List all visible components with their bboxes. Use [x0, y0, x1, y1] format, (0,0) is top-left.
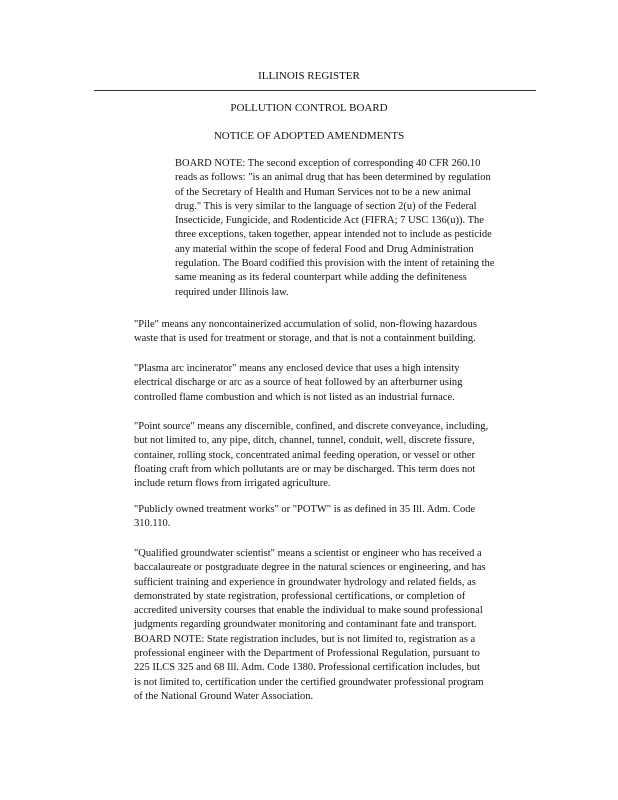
text-line: required under Illinois law. — [175, 286, 289, 298]
text-line: any material within the scope of federal Food and Drug Administration — [175, 243, 474, 255]
header-rule — [94, 90, 536, 91]
text-line: "Pile" means any noncontainerized accumulation of solid, non-flowing hazardous — [134, 319, 478, 330]
text-line: 310.110. — [134, 518, 171, 530]
definition-potw — [134, 503, 475, 532]
text-line: but not limited to, any pipe, ditch, channel, tunnel, conduit, well, discrete fissure, — [134, 435, 475, 447]
text-line: waste that is used for treatment or storage, and that is not a containment building. — [134, 333, 476, 345]
definition-pile — [134, 318, 477, 347]
text-line: demonstrated by state registration, professional certifications, or completion of — [134, 590, 466, 602]
board-title: POLLUTION CONTROL BOARD — [230, 102, 388, 114]
text-line: Insecticide, Fungicide, and Rodenticide Act (FIFRA; 7 USC 136(u)). The — [175, 215, 484, 227]
definition-plasma-arc-incinerator — [134, 362, 462, 405]
text-line: floating craft from which pollutants are or may be discharged. This term does not — [134, 463, 476, 475]
text-line: "Publicly owned treatment works" or "POTW" is as defined in 35 Ill. Adm. Code — [134, 504, 476, 515]
text-line: is not limited to, certification under the certified groundwater professional program — [134, 676, 484, 688]
text-line: accredited university courses that enable the individual to make sound professional — [134, 605, 483, 617]
text-line: judgments regarding groundwater monitoring and contaminant fate and transport. — [134, 619, 477, 631]
board-note-paragraph — [175, 157, 494, 300]
text-line: include return flows from irrigated agriculture. — [134, 478, 331, 490]
text-line: BOARD NOTE: The second exception of corresponding 40 CFR 260.10 — [175, 158, 481, 169]
definition-point-source — [134, 420, 488, 491]
text-line: regulation. The Board codified this provision with the intent of retaining the — [175, 258, 495, 270]
text-line: of the Secretary of Health and Human Services not to be a new animal — [175, 186, 471, 198]
notice-title: NOTICE OF ADOPTED AMENDMENTS — [213, 130, 405, 142]
text-line: three exceptions, taken together, appear intended not to include as pesticide — [175, 229, 492, 241]
text-line: electrical discharge or arc as a source of heat followed by an afterburner using — [134, 377, 463, 389]
text-line: BOARD NOTE: State registration includes, but is not limited to, registration as a — [134, 633, 476, 645]
register-title: ILLINOIS REGISTER — [258, 70, 360, 82]
text-line: drug." This is very similar to the language of section 2(u) of the Federal — [175, 200, 477, 212]
text-line: "Qualified groundwater scientist" means a scientist or engineer who has received a — [134, 548, 482, 559]
text-line: sufficient training and experience in groundwater hydrology and related fields, as — [134, 576, 476, 588]
text-line: same meaning as its federal counterpart while adding the definiteness — [175, 272, 467, 284]
text-line: 225 ILCS 325 and 68 Ill. Adm. Code 1380. Professional certification includes, but — [134, 662, 480, 674]
text-line: reads as follows: "is an animal drug that has been determined by regulation — [175, 172, 491, 184]
text-line: of the National Ground Water Association. — [134, 690, 314, 702]
text-line: container, rolling stock, concentrated animal feeding operation, or vessel or other — [134, 449, 475, 461]
text-line: baccalaureate or postgraduate degree in the natural sciences or engineering, and has — [134, 562, 486, 574]
text-line: controlled flame combustion and which is not listed as an industrial furnace. — [134, 391, 455, 403]
text-line: "Point source" means any discernible, confined, and discrete conveyance, including, — [134, 421, 489, 432]
text-line: professional engineer with the Department of Professional Regulation, pursuant to — [134, 648, 480, 660]
definition-qualified-groundwater-scientist — [134, 547, 486, 704]
text-line: "Plasma arc incinerator" means any enclosed device that uses a high intensity — [134, 363, 460, 374]
